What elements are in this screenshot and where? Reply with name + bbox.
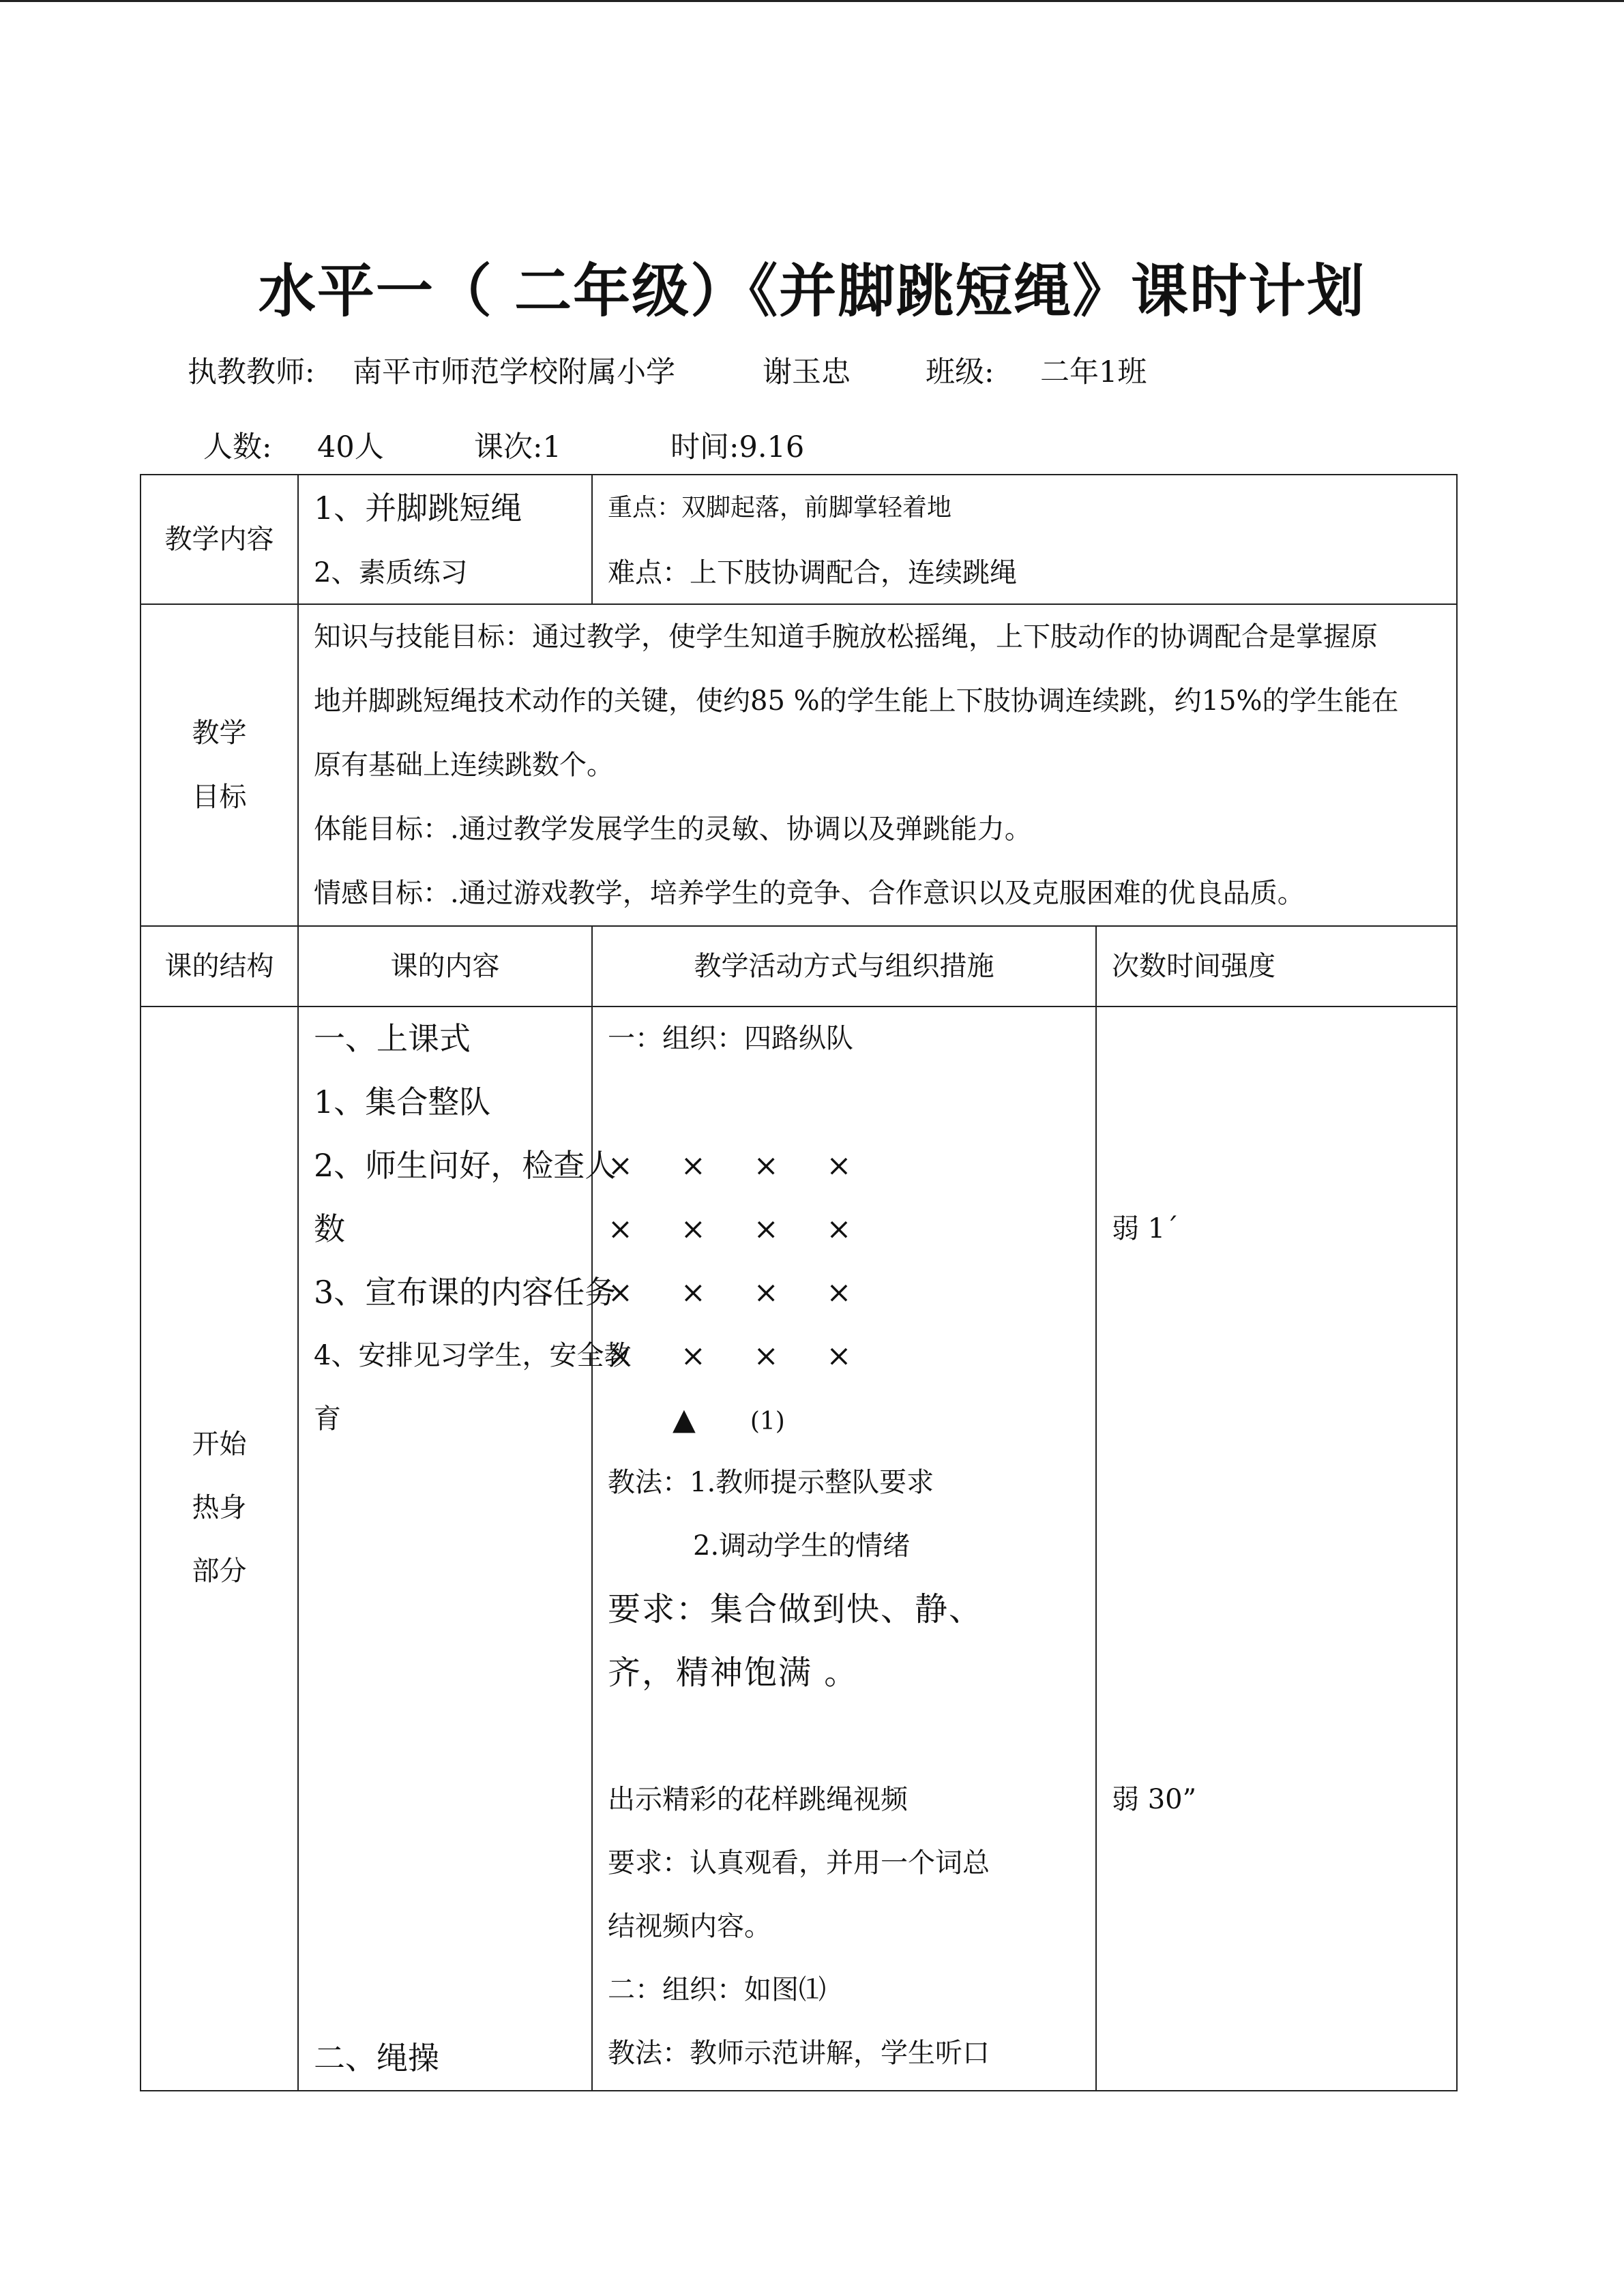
teacher-label: 执教教师: — [188, 355, 315, 389]
warmup-label-line: 开始 — [192, 1428, 247, 1460]
school-name: 南平市师范学校附属小学 — [353, 355, 675, 389]
warmup-method — [592, 1007, 1096, 2091]
intensity-blank — [1112, 1071, 1441, 1134]
header-structure: 课的结构 — [141, 926, 298, 1007]
warmup-content-line: 1、集合整队 — [314, 1084, 491, 1120]
teaching-content-items — [298, 475, 592, 604]
warmup-label-line: 热身 — [192, 1491, 247, 1523]
header-intensity: 次数时间强度 — [1096, 926, 1457, 1007]
formation-row: × × × × — [608, 1275, 871, 1310]
goal-line: 知识与技能目标：通过教学，使学生知道手腕放松摇绳，上下肢动作的协调配合是掌握原 — [314, 621, 1378, 653]
key-point: 重点：双脚起落，前脚掌轻着地 — [608, 494, 952, 522]
goal-line: 情感目标：.通过游戏教学，培养学生的竞争、合作意识以及克服困难的优良品质。 — [314, 878, 1305, 909]
lesson-number: 课次:1 — [474, 430, 561, 464]
teaching-goals-row — [141, 604, 1457, 926]
intensity-blank — [1112, 1451, 1441, 1515]
teaching-goals-label — [141, 604, 298, 926]
method-line: 教法：1.教师提示整队要求 — [608, 1467, 934, 1498]
lesson-time: 时间:9.16 — [670, 430, 805, 464]
video-requirement: 结视频内容。 — [608, 1911, 771, 1942]
goals-label-line: 目标 — [192, 781, 247, 813]
teaching-content-row — [141, 475, 1457, 604]
method-blank — [608, 1071, 1080, 1134]
method-line: 2.调动学生的情绪 — [693, 1530, 911, 1562]
intensity-blank — [1112, 1578, 1441, 1641]
intensity-blank — [1112, 1324, 1441, 1388]
warmup-content-line: 育 — [314, 1403, 341, 1435]
warmup-row — [141, 1007, 1457, 2091]
figure-number: (1) — [750, 1407, 785, 1435]
intensity-blank — [1112, 1007, 1441, 1071]
class-label: 班级: — [926, 355, 994, 389]
teacher-triangle-icon: ▲ — [673, 1402, 696, 1437]
formation-row: × × × × — [608, 1339, 871, 1373]
header-content: 课的内容 — [298, 926, 592, 1007]
page-title: 水平一（ 二年级）《并脚跳短绳》课时计划 — [258, 258, 1366, 325]
key-points — [592, 475, 1457, 604]
intensity-blank — [1112, 1705, 1441, 1768]
warmup-intensity — [1096, 1007, 1457, 2091]
intensity-blank — [1112, 1515, 1441, 1578]
warmup-content-line: 3、宣布课的内容任务 — [314, 1274, 617, 1311]
teaching-goals-text — [298, 604, 1457, 926]
method-org-2: 二：组织：如图⑴ — [608, 1974, 826, 2006]
rope-exercise-heading: 二、绳操 — [314, 2040, 439, 2076]
warmup-content-line: 4、安排见习学生，安全教 — [314, 1340, 632, 1371]
difficulty: 难点：上下肢协调配合，连续跳绳 — [608, 557, 1017, 588]
content-item: 1、并脚跳短绳 — [314, 490, 522, 526]
requirement-line: 要求：集合做到快、静、 — [608, 1590, 984, 1628]
intensity-blank — [1112, 1641, 1441, 1705]
page-top-border — [0, 0, 1624, 2]
intensity-blank — [1112, 1134, 1441, 1197]
warmup-label — [141, 1007, 298, 2091]
class-value: 二年1班 — [1040, 355, 1147, 389]
intensity-blank — [1112, 1388, 1441, 1451]
warmup-content-line: 数 — [314, 1210, 345, 1247]
method-org: 一：组织：四路纵队 — [608, 1023, 853, 1054]
formation-row: × × × × — [608, 1148, 871, 1183]
teaching-content-label: 教学内容 — [141, 475, 298, 604]
content-item: 2、素质练习 — [314, 557, 468, 588]
teacher-name: 谢玉忠 — [763, 355, 851, 389]
goal-line: 地并脚跳短绳技术动作的关键，使约85 %的学生能上下肢协调连续跳，约15%的学生能在 — [314, 685, 1399, 717]
requirement-line: 齐，精神饱满 。 — [608, 1654, 859, 1692]
method-line: 教法：教师示范讲解，学生听口 — [608, 2038, 990, 2069]
warmup-label-line: 部分 — [192, 1555, 247, 1587]
intensity-second: 弱 30” — [1112, 1784, 1197, 1815]
formation-teacher — [608, 1388, 1080, 1451]
intensity-first: 弱 1´ — [1112, 1213, 1179, 1244]
goal-line: 体能目标：.通过教学发展学生的灵敏、协调以及弹跳能力。 — [314, 814, 1032, 845]
goal-line: 原有基础上连续跳数个。 — [314, 749, 614, 781]
column-header-row — [141, 926, 1457, 1007]
count-label: 人数: — [203, 430, 272, 464]
formation-row: × × × × — [608, 1212, 871, 1247]
header-method: 教学活动方式与组织措施 — [592, 926, 1096, 1007]
video-line: 出示精彩的花样跳绳视频 — [608, 1784, 908, 1815]
warmup-content-line: 一、上课式 — [314, 1020, 471, 1057]
lesson-plan-table — [140, 474, 1458, 2091]
intensity-blank — [1112, 1261, 1441, 1324]
method-blank — [608, 1705, 1080, 1768]
goals-label-line: 教学 — [192, 717, 247, 749]
warmup-content — [298, 1007, 632, 2091]
count-value: 40人 — [317, 430, 384, 464]
video-requirement: 要求：认真观看，并用一个词总 — [608, 1847, 990, 1879]
warmup-content-line: 2、师生问好，检查人 — [314, 1147, 617, 1184]
